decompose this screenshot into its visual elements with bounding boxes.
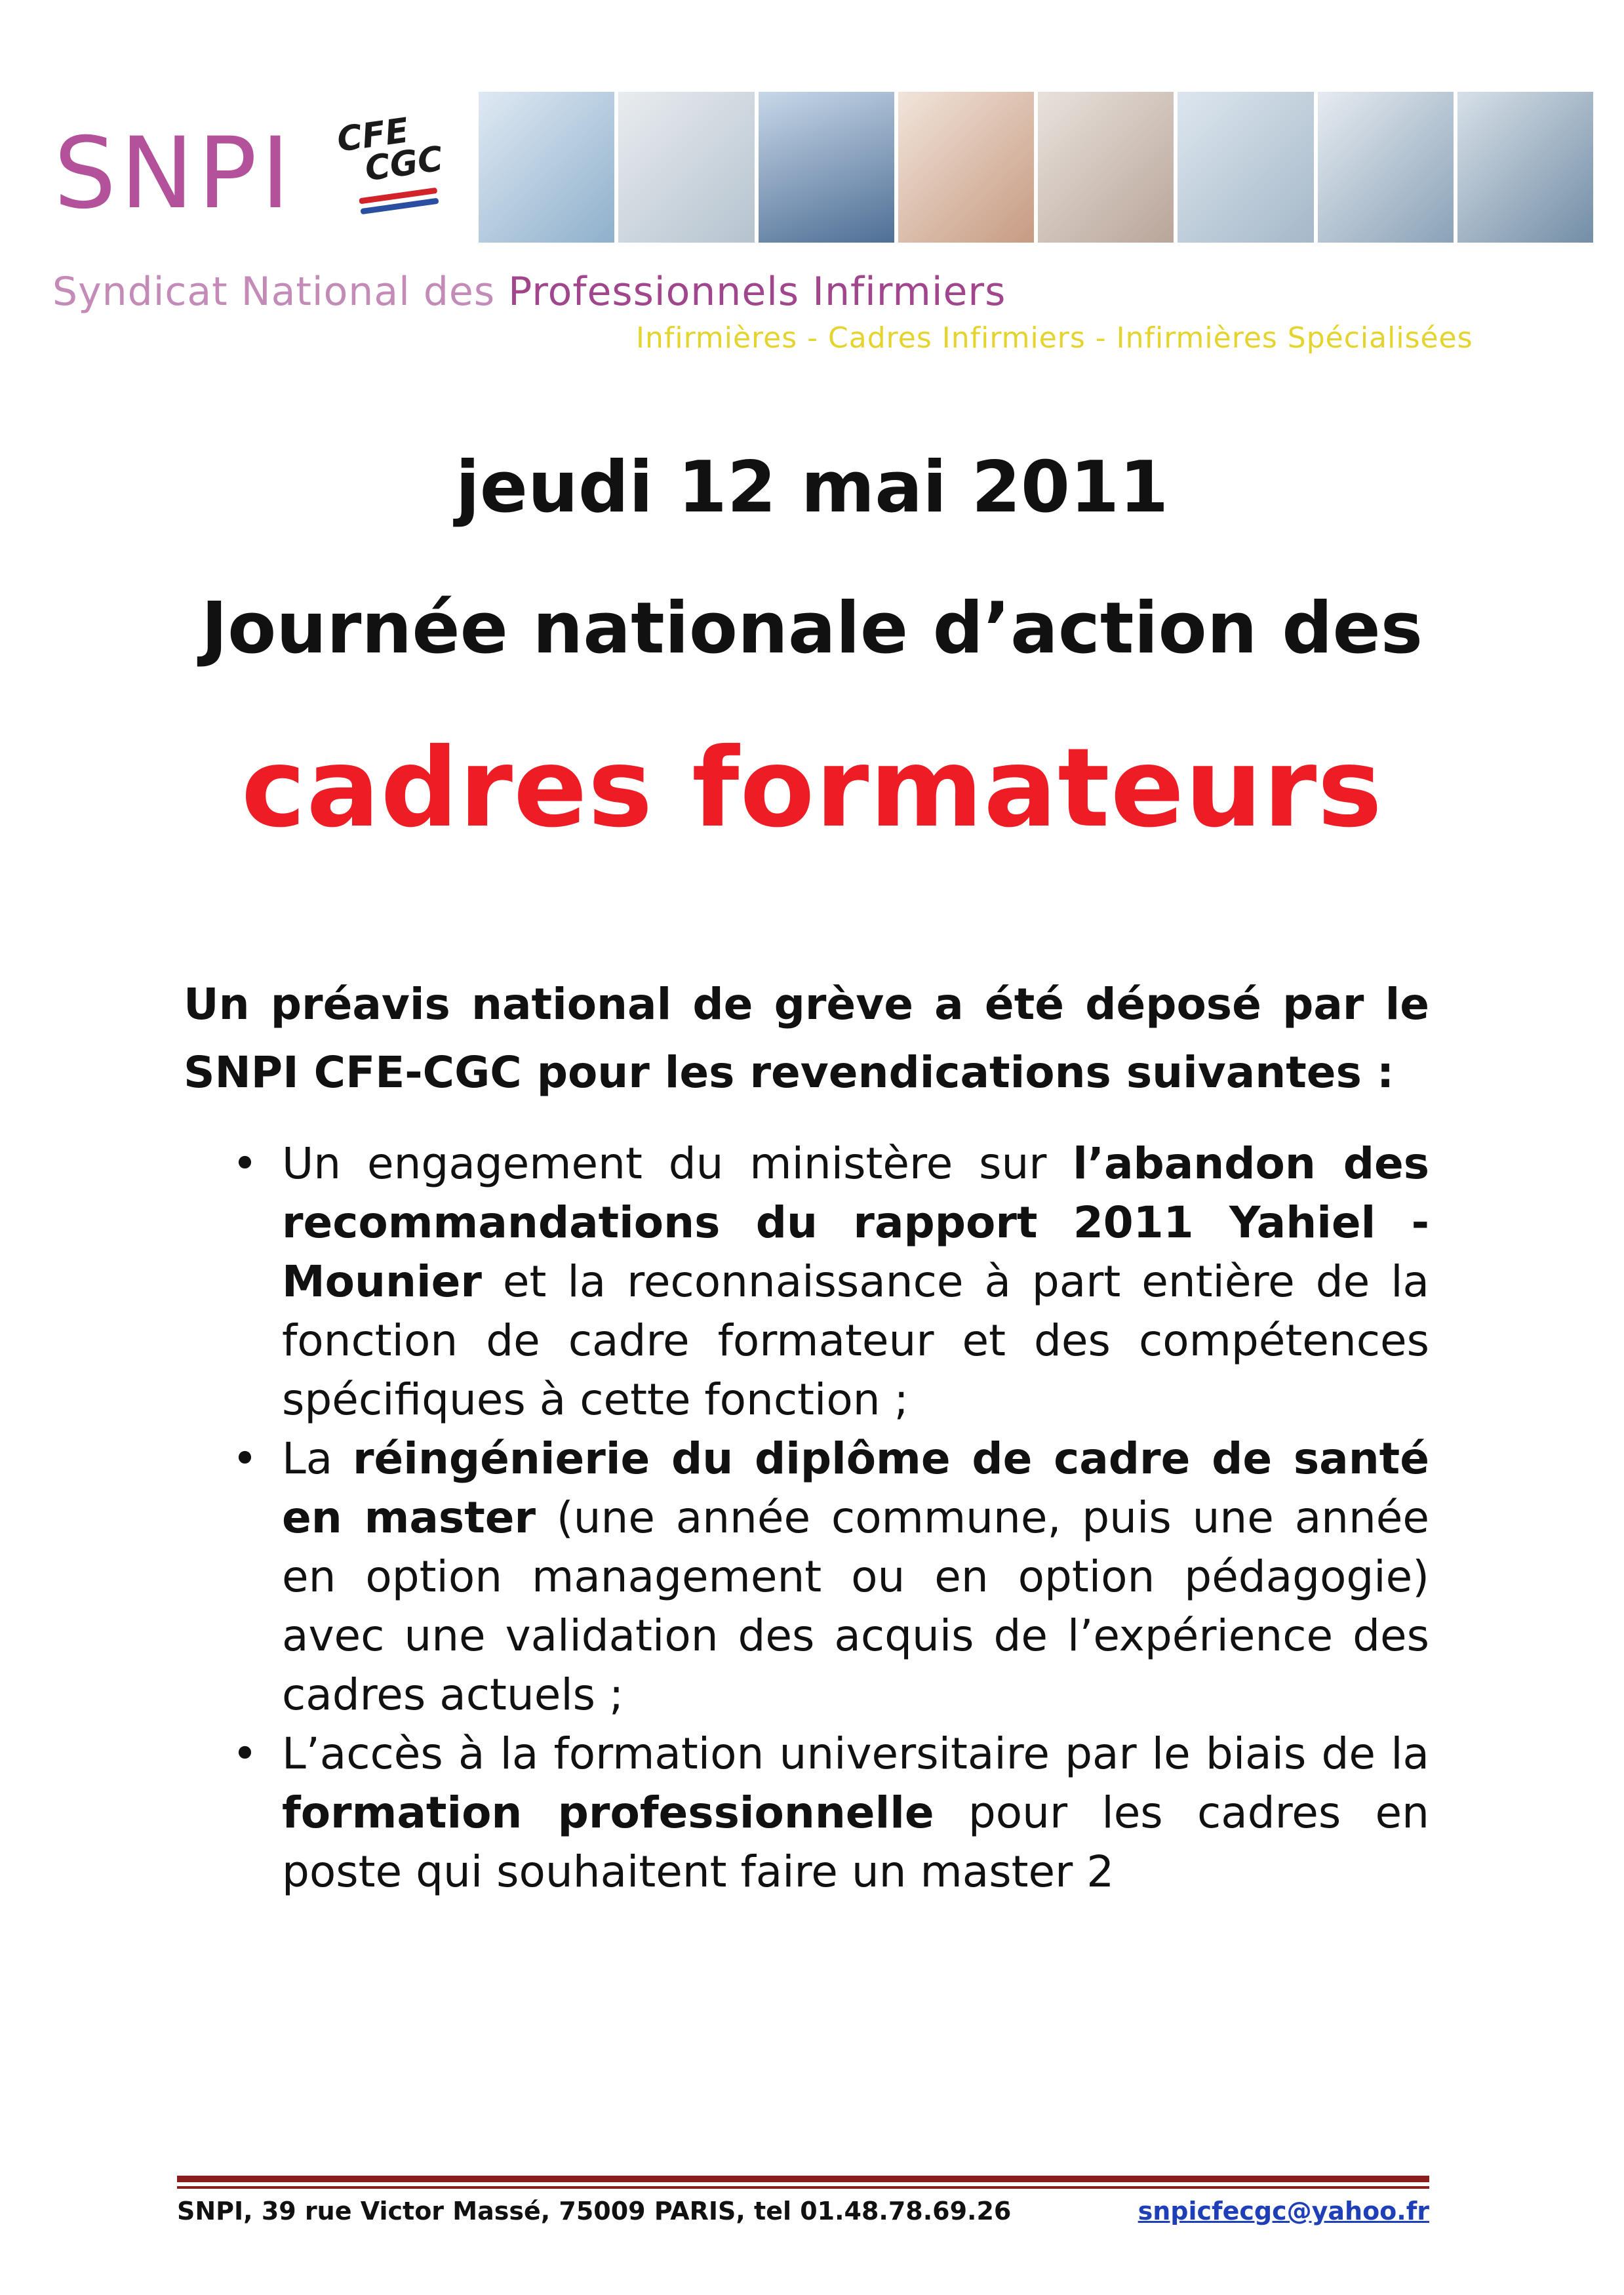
item-text: Un engagement du ministère sur [282, 1138, 1073, 1189]
badge-line1: CFE [334, 111, 411, 160]
badge-line2: CGC [363, 139, 446, 190]
item-bold-text: réingénierie du diplôme de cadre de santé en master [282, 1433, 1429, 1543]
footer-divider [177, 2186, 1429, 2189]
list-item [223, 1134, 1429, 1429]
tagline-part2: Professionnels Infirmiers [508, 269, 1006, 315]
header-photo [759, 92, 894, 243]
item-text: La [282, 1433, 353, 1484]
item-text: pour les cadres en poste qui souhaitent faire un master 2 [282, 1787, 1429, 1897]
item-bold-text: l’abandon des recommandations du rapport 2011 Yahiel - Mounier [282, 1138, 1429, 1307]
item-bold-text: formation professionnelle [282, 1787, 934, 1838]
item-text: L’accès à la formation universitaire par le biais de la [282, 1728, 1429, 1779]
demands-list [223, 1134, 1429, 1902]
header-photo [618, 92, 754, 243]
event-date: jeudi 12 mai 2011 [455, 447, 1169, 529]
footer-email-link[interactable]: snpicfecgc@yahoo.fr [1138, 2197, 1429, 2225]
cfe-cgc-logo [321, 97, 454, 227]
bullet-icon: • [232, 1728, 258, 1779]
item-text: et la reconnaissance à part entière de la fonction de cadre formateur et des compétences spécifiques à cette fonction ; [282, 1256, 1429, 1425]
header-photo [1178, 92, 1313, 243]
header-photo [1038, 92, 1174, 243]
list-item [223, 1725, 1429, 1902]
header-photo-strip [479, 92, 1593, 243]
list-item [223, 1429, 1429, 1725]
snpi-logo: SNPI [54, 117, 294, 231]
header-photo [479, 92, 614, 243]
union-subtagline: Infirmières - Cadres Infirmiers - Infirmières Spécialisées [636, 321, 1473, 355]
bullet-icon: • [232, 1138, 258, 1189]
bullet-icon: • [232, 1433, 258, 1484]
header-photo [1318, 92, 1454, 243]
union-tagline [52, 269, 1006, 315]
lead-paragraph: Un préavis national de grève a été déposé par le SNPI CFE-CGC pour les revendications suivantes : [184, 979, 1429, 1098]
footer [177, 2197, 1429, 2225]
letterhead [46, 92, 1587, 367]
tagline-part1: Syndicat National des [52, 269, 509, 315]
footer-divider [177, 2176, 1429, 2182]
event-subject: cadres formateurs [241, 725, 1383, 852]
header-photo [1457, 92, 1593, 243]
item-text: (une année commune, puis une année en option management ou en option pédagogie) avec une validation des acquis de l’expérience des cadres actuels ; [282, 1492, 1430, 1720]
event-title: Journée nationale d’action des [201, 588, 1423, 669]
footer-address: SNPI, 39 rue Victor Massé, 75009 PARIS, tel 01.48.78.69.26 [177, 2197, 1012, 2225]
header-photo [898, 92, 1034, 243]
